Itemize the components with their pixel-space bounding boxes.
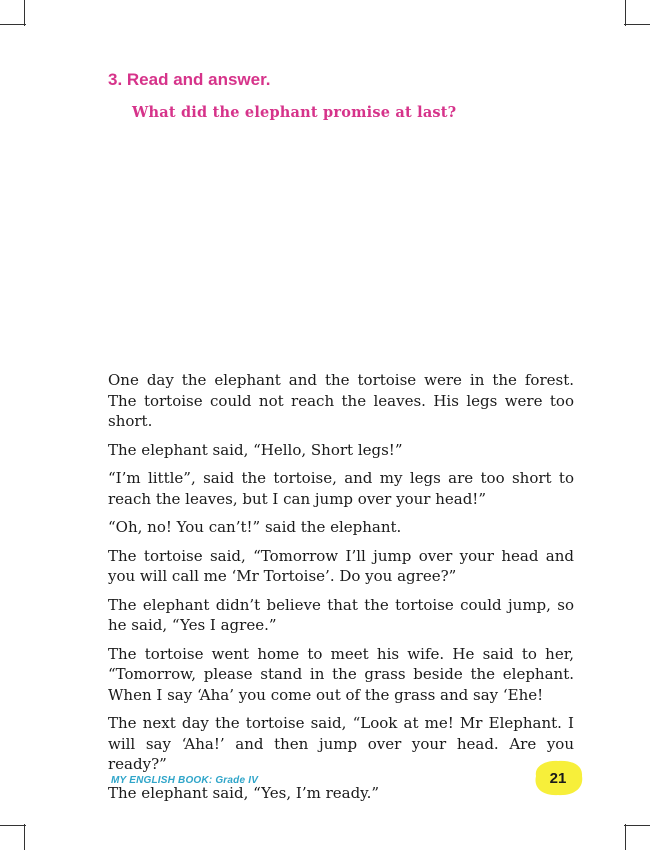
crop-mark bbox=[24, 0, 25, 26]
crop-mark bbox=[625, 824, 626, 850]
story-paragraph: The elephant said, “Hello, Short legs!” bbox=[108, 440, 403, 459]
crop-mark bbox=[0, 24, 26, 25]
page-number-badge bbox=[530, 758, 586, 798]
story-paragraph: The next day the tortoise said, “Look at me! Mr Elephant. I will say ‘Aha!’ and then jump over your head. Are you ready?” bbox=[108, 714, 574, 773]
story-paragraph: The elephant said, “Yes, I’m ready.” bbox=[108, 783, 380, 802]
footer-book-title: MY ENGLISH BOOK: Grade IV bbox=[111, 775, 259, 786]
crop-mark bbox=[624, 24, 650, 25]
crop-mark bbox=[0, 825, 26, 826]
story-paragraph: “Oh, no! You can’t!” said the elephant. bbox=[108, 518, 402, 536]
crop-mark bbox=[24, 824, 25, 850]
story-text bbox=[108, 370, 574, 811]
story-paragraph: The elephant didn’t believe that the tortoise could jump, so he said, “Yes I agree.” bbox=[108, 595, 574, 634]
story-paragraph: “I’m little”, said the tortoise, and my legs are too short to reach the leaves, but I can jump over your head!” bbox=[108, 469, 574, 508]
story-paragraph: The tortoise went home to meet his wife. He said to her, “Tomorrow, please stand in the grass beside the elephant. When I say ‘Aha’ you come out of the grass and say ‘Ehe! bbox=[108, 644, 574, 704]
story-paragraph: One day the elephant and the tortoise were in the forest. The tortoise could not reach the leaves. His legs were too short. bbox=[108, 371, 574, 430]
crop-mark bbox=[625, 0, 626, 26]
exercise-heading: 3. Read and answer. bbox=[108, 70, 271, 89]
story-paragraph: The tortoise said, “Tomorrow I’ll jump over your head and you will call me ‘Mr Tortoise’. Do you agree?” bbox=[108, 546, 574, 585]
crop-mark bbox=[624, 825, 650, 826]
exercise-question: What did the elephant promise at last? bbox=[132, 104, 457, 121]
page-number: 21 bbox=[549, 769, 567, 787]
